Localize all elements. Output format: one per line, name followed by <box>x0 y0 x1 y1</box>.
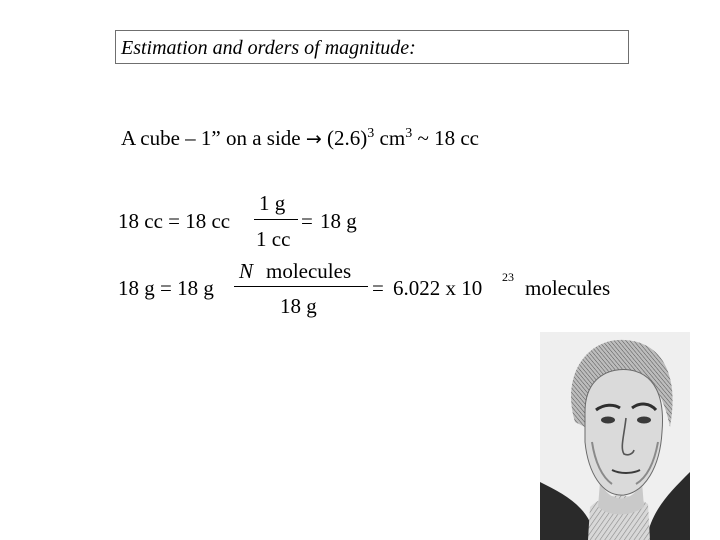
eq2-denominator: 18 g <box>280 294 317 318</box>
eq1-numerator: 1 g <box>259 191 286 215</box>
eq2-lhs: 18 g = 18 g <box>118 276 214 300</box>
eq2-equals: = <box>372 276 384 300</box>
eq2-rhs-coefficient: 6.022 x 10 <box>393 276 483 300</box>
cube-statement <box>121 126 479 151</box>
eq1-fraction-bar <box>254 219 298 220</box>
eq2-fraction-bar <box>234 286 368 287</box>
cube-base: (2.6) <box>327 126 368 150</box>
eq2-numerator-text: molecules <box>266 259 352 283</box>
eq1-rhs: 18 g <box>320 209 357 233</box>
title-box <box>115 30 629 64</box>
cube-unit-exponent: 3 <box>405 126 413 141</box>
cube-result: ~ 18 cc <box>417 126 479 150</box>
portrait-image <box>540 332 690 540</box>
right-arrow-icon: → <box>305 128 322 150</box>
cube-unit: cm <box>379 126 406 150</box>
slide-title: Estimation and orders of magnitude: <box>121 37 416 59</box>
eq2-rhs-unit: molecules <box>525 276 611 300</box>
eq1-lhs: 18 cc = 18 cc <box>118 209 231 233</box>
eq1-denominator: 1 cc <box>256 227 291 251</box>
cube-text: A cube – 1” on a side <box>121 126 301 150</box>
eq2-numerator-variable: N <box>239 259 254 283</box>
cube-base-exponent: 3 <box>367 126 375 141</box>
eq2-rhs-exponent: 23 <box>502 270 514 284</box>
eq1-equals: = <box>301 209 313 233</box>
